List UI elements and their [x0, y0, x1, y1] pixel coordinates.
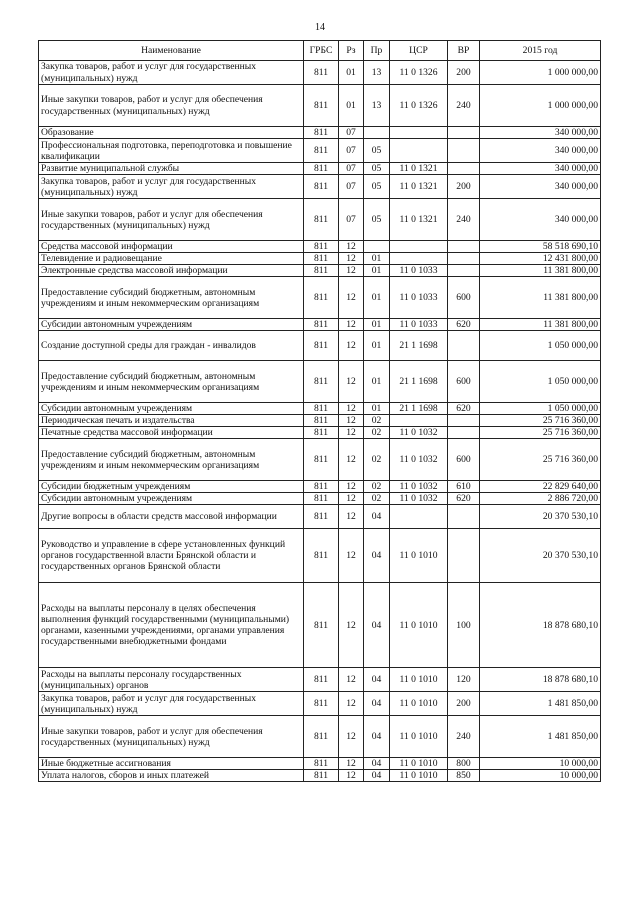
cell-grbs: 811 — [304, 175, 339, 199]
cell-rz: 12 — [339, 583, 364, 668]
cell-grbs: 811 — [304, 277, 339, 319]
cell-csr: 11 0 1032 — [390, 493, 448, 505]
header-vr: ВР — [448, 41, 480, 61]
cell-rz: 12 — [339, 403, 364, 415]
cell-pr: 02 — [364, 481, 390, 493]
cell-name: Расходы на выплаты персоналу государственных (муниципальных) органов — [39, 668, 304, 692]
cell-csr: 11 0 1033 — [390, 319, 448, 331]
cell-csr: 11 0 1032 — [390, 427, 448, 439]
cell-vr: 620 — [448, 493, 480, 505]
cell-csr — [390, 415, 448, 427]
cell-csr: 11 0 1010 — [390, 583, 448, 668]
cell-amount: 340 000,00 — [480, 127, 601, 139]
cell-vr: 620 — [448, 319, 480, 331]
cell-grbs: 811 — [304, 493, 339, 505]
cell-rz: 12 — [339, 427, 364, 439]
cell-pr: 05 — [364, 163, 390, 175]
table-row — [39, 427, 601, 439]
cell-vr: 200 — [448, 692, 480, 716]
table-row — [39, 716, 601, 758]
cell-vr: 600 — [448, 277, 480, 319]
cell-rz: 12 — [339, 505, 364, 529]
cell-rz: 12 — [339, 361, 364, 403]
cell-vr: 240 — [448, 85, 480, 127]
table-row — [39, 277, 601, 319]
cell-amount: 340 000,00 — [480, 175, 601, 199]
table-row — [39, 175, 601, 199]
budget-table — [38, 40, 601, 782]
cell-name: Расходы на выплаты персоналу в целях обеспечения выполнения функций государственными (муниципальными) органами, казенными учреждениями, органами управления государственными внебюджетными фондами — [39, 583, 304, 668]
cell-name: Профессиональная подготовка, переподготовка и повышение квалификации — [39, 139, 304, 163]
cell-amount: 340 000,00 — [480, 163, 601, 175]
cell-amount: 340 000,00 — [480, 199, 601, 241]
cell-name: Иные закупки товаров, работ и услуг для обеспечения государственных (муниципальных) нужд — [39, 199, 304, 241]
cell-csr: 11 0 1321 — [390, 199, 448, 241]
cell-rz: 12 — [339, 668, 364, 692]
cell-grbs: 811 — [304, 319, 339, 331]
cell-grbs: 811 — [304, 770, 339, 782]
cell-amount: 1 000 000,00 — [480, 85, 601, 127]
cell-csr: 11 0 1010 — [390, 716, 448, 758]
cell-csr: 11 0 1326 — [390, 85, 448, 127]
table-row — [39, 163, 601, 175]
cell-rz: 07 — [339, 199, 364, 241]
cell-amount: 25 716 360,00 — [480, 427, 601, 439]
cell-pr: 04 — [364, 716, 390, 758]
cell-vr: 200 — [448, 61, 480, 85]
cell-csr: 11 0 1326 — [390, 61, 448, 85]
cell-rz: 12 — [339, 415, 364, 427]
cell-rz: 12 — [339, 253, 364, 265]
cell-name: Телевидение и радиовещание — [39, 253, 304, 265]
cell-pr: 13 — [364, 61, 390, 85]
cell-name: Создание доступной среды для граждан - инвалидов — [39, 331, 304, 361]
cell-amount: 18 878 680,10 — [480, 583, 601, 668]
cell-grbs: 811 — [304, 61, 339, 85]
cell-vr: 620 — [448, 403, 480, 415]
cell-vr — [448, 427, 480, 439]
cell-pr: 04 — [364, 770, 390, 782]
cell-grbs: 811 — [304, 758, 339, 770]
cell-grbs: 811 — [304, 481, 339, 493]
cell-name: Закупка товаров, работ и услуг для государственных (муниципальных) нужд — [39, 175, 304, 199]
cell-rz: 07 — [339, 175, 364, 199]
cell-rz: 12 — [339, 241, 364, 253]
table-row — [39, 85, 601, 127]
cell-rz: 12 — [339, 265, 364, 277]
cell-rz: 12 — [339, 439, 364, 481]
cell-grbs: 811 — [304, 716, 339, 758]
cell-rz: 12 — [339, 770, 364, 782]
cell-grbs: 811 — [304, 139, 339, 163]
cell-name: Иные бюджетные ассигнования — [39, 758, 304, 770]
header-name: Наименование — [39, 41, 304, 61]
cell-name: Субсидии автономным учреждениям — [39, 319, 304, 331]
cell-amount: 11 381 800,00 — [480, 265, 601, 277]
cell-vr: 610 — [448, 481, 480, 493]
cell-amount: 1 050 000,00 — [480, 331, 601, 361]
cell-name: Субсидии автономным учреждениям — [39, 493, 304, 505]
cell-name: Периодическая печать и издательства — [39, 415, 304, 427]
cell-name: Печатные средства массовой информации — [39, 427, 304, 439]
cell-csr: 21 1 1698 — [390, 331, 448, 361]
table-row — [39, 127, 601, 139]
table-row — [39, 403, 601, 415]
cell-grbs: 811 — [304, 199, 339, 241]
cell-rz: 07 — [339, 127, 364, 139]
cell-vr — [448, 415, 480, 427]
cell-vr: 240 — [448, 716, 480, 758]
cell-csr: 11 0 1321 — [390, 163, 448, 175]
cell-grbs: 811 — [304, 331, 339, 361]
cell-amount: 1 000 000,00 — [480, 61, 601, 85]
cell-amount: 10 000,00 — [480, 770, 601, 782]
cell-pr: 05 — [364, 199, 390, 241]
cell-rz: 12 — [339, 692, 364, 716]
cell-vr — [448, 505, 480, 529]
cell-amount: 1 050 000,00 — [480, 361, 601, 403]
cell-pr: 01 — [364, 265, 390, 277]
header-csr: ЦСР — [390, 41, 448, 61]
page-number: 14 — [315, 22, 325, 33]
cell-name: Предоставление субсидий бюджетным, автономным учреждениям и иным некоммерческим организациям — [39, 361, 304, 403]
cell-csr: 11 0 1033 — [390, 265, 448, 277]
header-pr: Пр — [364, 41, 390, 61]
cell-rz: 12 — [339, 716, 364, 758]
cell-csr: 11 0 1010 — [390, 692, 448, 716]
cell-name: Закупка товаров, работ и услуг для государственных (муниципальных) нужд — [39, 61, 304, 85]
cell-vr — [448, 529, 480, 583]
cell-pr: 02 — [364, 427, 390, 439]
cell-grbs: 811 — [304, 427, 339, 439]
cell-rz: 12 — [339, 319, 364, 331]
cell-rz: 12 — [339, 493, 364, 505]
cell-amount: 1 050 000,00 — [480, 403, 601, 415]
table-row — [39, 331, 601, 361]
header-row — [39, 41, 601, 61]
cell-pr: 02 — [364, 415, 390, 427]
table-row — [39, 139, 601, 163]
cell-grbs: 811 — [304, 668, 339, 692]
table-row — [39, 758, 601, 770]
cell-amount: 25 716 360,00 — [480, 415, 601, 427]
cell-pr — [364, 127, 390, 139]
cell-name: Субсидии бюджетным учреждениям — [39, 481, 304, 493]
cell-name: Электронные средства массовой информации — [39, 265, 304, 277]
cell-pr: 04 — [364, 692, 390, 716]
cell-csr: 11 0 1010 — [390, 770, 448, 782]
cell-amount: 20 370 530,10 — [480, 529, 601, 583]
cell-csr: 11 0 1321 — [390, 175, 448, 199]
table-row — [39, 61, 601, 85]
cell-grbs: 811 — [304, 163, 339, 175]
cell-name: Предоставление субсидий бюджетным, автономным учреждениям и иным некоммерческим организациям — [39, 277, 304, 319]
cell-pr: 01 — [364, 277, 390, 319]
cell-rz: 12 — [339, 331, 364, 361]
cell-amount: 18 878 680,10 — [480, 668, 601, 692]
table-row — [39, 265, 601, 277]
table-row — [39, 481, 601, 493]
cell-grbs: 811 — [304, 85, 339, 127]
cell-name: Руководство и управление в сфере установленных функций органов государственной власти Брянской области и государственных органов Брянской области — [39, 529, 304, 583]
cell-grbs: 811 — [304, 583, 339, 668]
cell-csr: 11 0 1010 — [390, 758, 448, 770]
table-row — [39, 319, 601, 331]
cell-name: Средства массовой информации — [39, 241, 304, 253]
table-row — [39, 493, 601, 505]
cell-name: Иные закупки товаров, работ и услуг для обеспечения государственных (муниципальных) нужд — [39, 85, 304, 127]
cell-amount: 20 370 530,10 — [480, 505, 601, 529]
cell-csr — [390, 253, 448, 265]
cell-grbs: 811 — [304, 361, 339, 403]
cell-grbs: 811 — [304, 241, 339, 253]
cell-rz: 01 — [339, 61, 364, 85]
cell-pr: 04 — [364, 529, 390, 583]
cell-grbs: 811 — [304, 253, 339, 265]
cell-vr — [448, 265, 480, 277]
cell-amount: 2 886 720,00 — [480, 493, 601, 505]
cell-vr — [448, 253, 480, 265]
cell-csr: 11 0 1033 — [390, 277, 448, 319]
table-row — [39, 199, 601, 241]
cell-amount: 22 829 640,00 — [480, 481, 601, 493]
cell-vr: 200 — [448, 175, 480, 199]
cell-pr: 01 — [364, 253, 390, 265]
cell-vr — [448, 331, 480, 361]
cell-csr: 21 1 1698 — [390, 361, 448, 403]
table-row — [39, 505, 601, 529]
cell-amount: 11 381 800,00 — [480, 277, 601, 319]
cell-rz: 07 — [339, 163, 364, 175]
table-row — [39, 361, 601, 403]
cell-pr: 02 — [364, 439, 390, 481]
cell-amount: 340 000,00 — [480, 139, 601, 163]
cell-csr — [390, 241, 448, 253]
table-row — [39, 439, 601, 481]
cell-pr: 05 — [364, 175, 390, 199]
cell-amount: 12 431 800,00 — [480, 253, 601, 265]
table-row — [39, 583, 601, 668]
cell-grbs: 811 — [304, 439, 339, 481]
cell-grbs: 811 — [304, 265, 339, 277]
cell-amount: 10 000,00 — [480, 758, 601, 770]
cell-pr: 04 — [364, 758, 390, 770]
cell-name: Другие вопросы в области средств массовой информации — [39, 505, 304, 529]
table-row — [39, 770, 601, 782]
cell-csr — [390, 139, 448, 163]
cell-vr: 850 — [448, 770, 480, 782]
cell-pr: 01 — [364, 319, 390, 331]
cell-vr: 120 — [448, 668, 480, 692]
cell-grbs: 811 — [304, 505, 339, 529]
cell-csr: 11 0 1010 — [390, 668, 448, 692]
cell-pr: 01 — [364, 331, 390, 361]
cell-rz: 12 — [339, 758, 364, 770]
cell-name: Уплата налогов, сборов и иных платежей — [39, 770, 304, 782]
cell-rz: 01 — [339, 85, 364, 127]
cell-grbs: 811 — [304, 529, 339, 583]
header-rz: Рз — [339, 41, 364, 61]
cell-pr: 04 — [364, 583, 390, 668]
table-row — [39, 529, 601, 583]
cell-name: Иные закупки товаров, работ и услуг для обеспечения государственных (муниципальных) нужд — [39, 716, 304, 758]
cell-pr: 02 — [364, 493, 390, 505]
cell-pr: 04 — [364, 668, 390, 692]
cell-vr: 240 — [448, 199, 480, 241]
cell-pr: 01 — [364, 403, 390, 415]
cell-grbs: 811 — [304, 692, 339, 716]
cell-grbs: 811 — [304, 127, 339, 139]
cell-name: Закупка товаров, работ и услуг для государственных (муниципальных) нужд — [39, 692, 304, 716]
table-row — [39, 668, 601, 692]
cell-rz: 12 — [339, 277, 364, 319]
cell-csr: 11 0 1010 — [390, 529, 448, 583]
cell-csr: 11 0 1032 — [390, 439, 448, 481]
cell-rz: 12 — [339, 529, 364, 583]
cell-vr: 600 — [448, 361, 480, 403]
cell-vr — [448, 139, 480, 163]
cell-amount: 58 518 690,10 — [480, 241, 601, 253]
cell-vr: 100 — [448, 583, 480, 668]
cell-pr: 01 — [364, 361, 390, 403]
cell-pr: 04 — [364, 505, 390, 529]
table-row — [39, 253, 601, 265]
cell-vr — [448, 163, 480, 175]
table-row — [39, 692, 601, 716]
cell-csr — [390, 505, 448, 529]
header-year: 2015 год — [480, 41, 601, 61]
cell-rz: 12 — [339, 481, 364, 493]
header-grbs: ГРБС — [304, 41, 339, 61]
cell-vr — [448, 241, 480, 253]
cell-csr: 11 0 1032 — [390, 481, 448, 493]
cell-amount: 1 481 850,00 — [480, 692, 601, 716]
cell-grbs: 811 — [304, 403, 339, 415]
table-row — [39, 241, 601, 253]
cell-csr — [390, 127, 448, 139]
table-row — [39, 415, 601, 427]
cell-name: Субсидии автономным учреждениям — [39, 403, 304, 415]
cell-rz: 07 — [339, 139, 364, 163]
cell-vr — [448, 127, 480, 139]
cell-vr: 800 — [448, 758, 480, 770]
cell-name: Предоставление субсидий бюджетным, автономным учреждениям и иным некоммерческим организациям — [39, 439, 304, 481]
cell-name: Развитие муниципальной службы — [39, 163, 304, 175]
cell-pr: 13 — [364, 85, 390, 127]
cell-amount: 25 716 360,00 — [480, 439, 601, 481]
cell-pr — [364, 241, 390, 253]
cell-csr: 21 1 1698 — [390, 403, 448, 415]
cell-amount: 11 381 800,00 — [480, 319, 601, 331]
cell-pr: 05 — [364, 139, 390, 163]
cell-amount: 1 481 850,00 — [480, 716, 601, 758]
cell-name: Образование — [39, 127, 304, 139]
cell-grbs: 811 — [304, 415, 339, 427]
cell-vr: 600 — [448, 439, 480, 481]
